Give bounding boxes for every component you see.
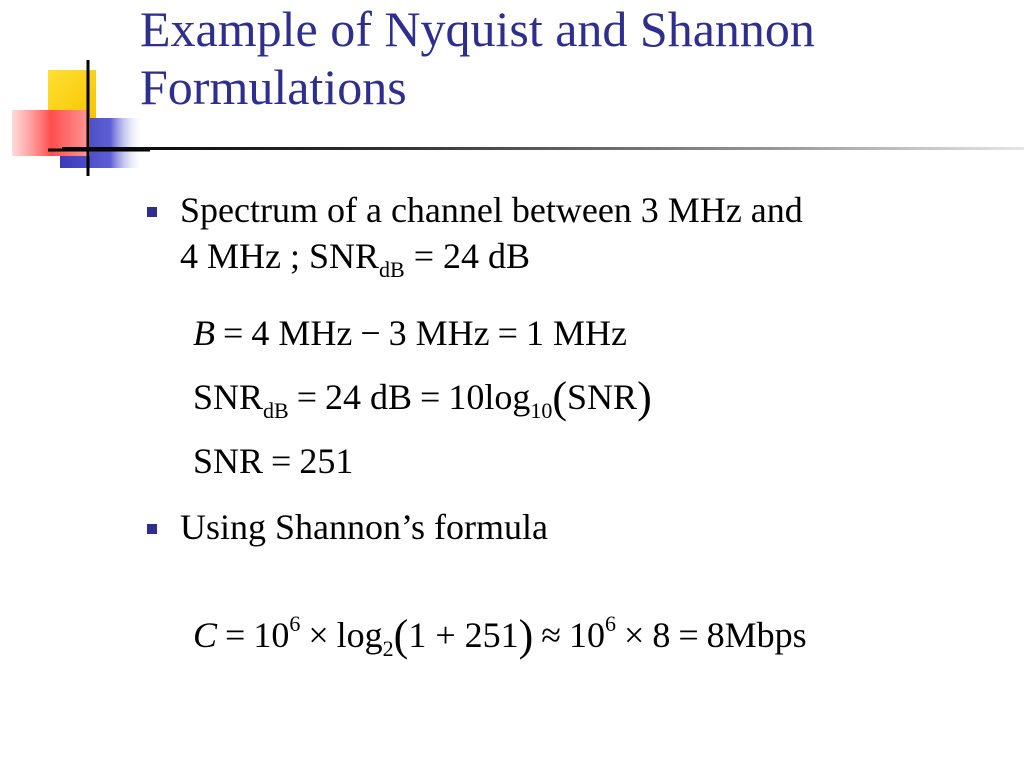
slide-title-line-2: Formulations <box>140 59 407 115</box>
bullet-marker-2 <box>147 524 157 534</box>
equation-snr-db: $SNR_{dB} = 24$ dB = $10\log_{10}(SNR)$ <box>193 373 652 423</box>
bullet-spectrum-line-2: 4 MHz ; $SNR_{dB} = 24$ dB <box>180 236 531 282</box>
equation-snr: SNR = 251 <box>193 441 354 481</box>
title-divider <box>62 147 1024 150</box>
bullet-shannon: Using Shannon’s formula <box>180 507 548 547</box>
logo-graphic <box>0 0 160 180</box>
snr-db-subscript: dB <box>379 257 405 282</box>
slide-title-line-1: Example of Nyquist and Shannon <box>140 1 815 57</box>
equation-capacity: $C = 10^6 \times \log_2(1 + 251) \approx 10^6 \times 8$ = 8Mbps <box>193 611 807 661</box>
bullet-spectrum <box>180 187 803 293</box>
equation-bandwidth: B = 4 MHz − 3 MHz = 1 MHz <box>193 313 627 353</box>
bullet-spectrum-line-1: Spectrum of a channel between 3 MHz and <box>180 190 803 230</box>
slide-title <box>140 0 1010 116</box>
bullet-marker-1 <box>147 207 157 217</box>
